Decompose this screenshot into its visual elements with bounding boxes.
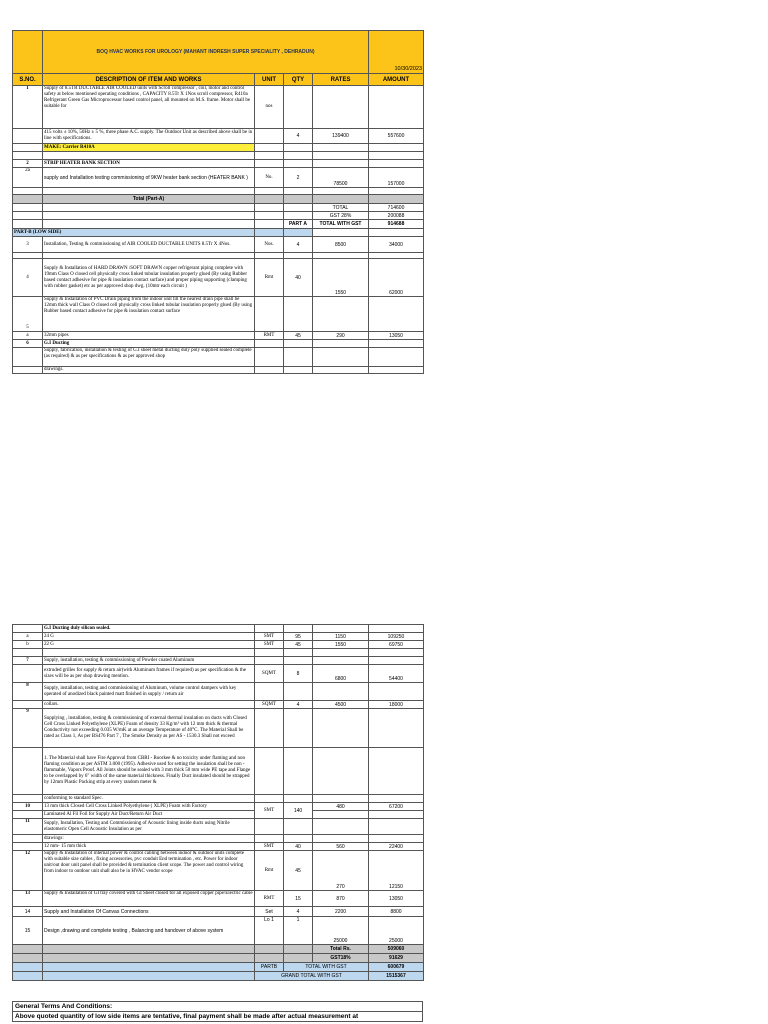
table-row: 14 Supply and Installation Of Canvas Connections Set 4 2200 8800 — [13, 907, 424, 917]
part-b-total-with-gst: 600679 — [369, 963, 424, 972]
total-part-a-label: Total (Part-A) — [43, 195, 255, 204]
table-row: 8 Supply, installation, testing and commissioning of Aluminum, volume control dampers with key operated of anodized black painted matt finished in supply / return air — [13, 683, 424, 701]
header-rates: RATES — [313, 74, 369, 86]
table-row — [13, 195, 424, 204]
table-row: 9 Supplying , installation, testing & commissioning of external thermal insulation on ducts with Closed Cell Cross Linked Polyethylene (XLPE) Foam of density 33 Kg/m³ with 12 mm thick & thermal Conductivity not exceeding 0.035 W/mK at an average Temperature of 40°C. The Material Shall be rated as Class 1, As per BS476 Part 7 , The Smoke Density as per AS - 1530.3 Shall not exceed — [13, 709, 424, 748]
table-row: Supply, fabrication, installation & testing of G.I sheet metal ducting duly poly supplied sealed complete (as required) & as per specifications & as per approved shop — [13, 348, 424, 367]
table-row: 10 13 mm thick Closed Cell Cross Linked Polyethylene ( XLPE) Foam with Factory SMT 140 480 67200 — [13, 803, 424, 811]
page-title: BOQ HVAC WORKS FOR UROLOGY (MAHANT INDRESH SUPER SPECIALITY , DEHRADUN) — [43, 31, 369, 74]
table-row: 7 Supply, installation, testing & commissioning of Powder coated Aluminum — [13, 657, 424, 665]
table-row: a 24 G SMT 95 1150 109250 — [13, 633, 424, 641]
table-row: 1 Supply of 8.5TR DUCTABLE AIR COOLED units with Scroll compressor , coil, motor and control safety at below mentioned operating conditions , CAPACITY 8.5Tr X 1Nos scroll compressor, R410a Refrigerant Green Gas Microprocessor based control panel, all mounted on M.S. frame. Motor shall be suitable for nos — [13, 86, 424, 129]
table-row: 1. The Material shall have Fire Approval from CBRI - Roorkee & no toxicity under flaming and non flaming condition as per ASTM 3.000 (1995). Adhesive used for setting the insulation shall be non - flammable, Vapors Proof. All Joints should be sealed with 3 mm thick 50 mm wide PE tape and Flange to be overlapped by 6" width of the same material thickness. Finally Duct insulated should be strapped by 12mm Plastic Packing strip at every random meter & — [13, 748, 424, 795]
table-row: Total Rs. 509060 — [13, 945, 424, 954]
table-row: b 22 G SMT 45 1550 69750 — [13, 641, 424, 649]
grand-total-value: 1515367 — [369, 972, 424, 981]
table-row: PARTB TOTAL WITH GST 600679 — [13, 963, 424, 972]
terms-heading: General Terms And Conditions: — [13, 1002, 423, 1012]
header-sno: S.NO. — [13, 74, 43, 86]
table-row: G.I Ducting duly silicon sealed. — [13, 625, 424, 633]
table-row: TOTAL 714600 — [13, 204, 424, 212]
table-row: drawings. — [13, 367, 424, 374]
part-a-total-with-gst: 914688 — [369, 220, 424, 229]
table-row: 2a supply and Installation testing commissioning of 9KW heater bank section (HEATER BANK ) No. 2 78500 157000 — [13, 168, 424, 188]
table-row: 5 Supply & Installation of PVC Drain piping from the indoor unit till the nearest drain pipe shall be 12mm thick wall Class O closed cell physically cross linked tubular insulation properly glued (By using Rubber based contact adhesive for pipe & insulation contact surface — [13, 297, 424, 332]
table-row: 13 Supply & Installation of GI tray covered with GI Sheet closed for all exposed copper pipe/Electric cable RMT 15 870 13050 — [13, 891, 424, 907]
table-row: GST 28% 200088 — [13, 212, 424, 220]
table-row: 15 Design ,drawing and complete testing , Balancing and handover of above system Lo 1 1 25000 25000 — [13, 917, 424, 945]
table-row: 12 mm- 15 mm thick SMT 40 560 22400 — [13, 843, 424, 851]
header-unit: UNIT — [255, 74, 284, 86]
table-row: drawings: — [13, 835, 424, 843]
boq-table-part-a — [12, 30, 424, 374]
table-row: extruded grilles for supply & return air(with Aluminum frames if required) as per specification & the sizes will be as per shop drawing mention. SQMT 8 6800 54400 — [13, 665, 424, 683]
table-row: 415 volts ± 10%, 50Hz ± 5 %, three phase A.C. supply. The Outdoor Unit as described above shall be in line with specifications. 4 139400 557600 — [13, 129, 424, 144]
table-row — [13, 144, 424, 152]
document-date: 10/30/2023 — [394, 66, 423, 72]
table-row: 6 G.I Ducting — [13, 340, 424, 348]
table-row: collars. SQMT 4 4500 18000 — [13, 701, 424, 709]
table-row — [13, 972, 424, 981]
header-qty: QTY — [284, 74, 313, 86]
table-row: PART A TOTAL WITH GST 914688 — [13, 220, 424, 229]
table-row: GST18% 91629 — [13, 954, 424, 963]
table-row: 4 Supply & Installation of HARD DRAWN /SOFT DRAWN copper refrigerant piping complete with 19mm Class O closed cell physically cross linked tubular insulation properly glued (By using Rubber based contact adhesive for pipe & insulation contact surface) and proper piping supporting (clamping with rubber gasket) etc as per approved shop dwg. (10mtr each circuit ) Rmt 40 1550 62000 — [13, 259, 424, 297]
header-description: DESCRIPTION OF ITEM AND WORKS — [43, 74, 255, 86]
table-row: 3 Installation, Testing & commissioning of AIR COOLED DUCTABLE UNITS 8.5Tr X 4Nos. Nos. 4 8500 34000 — [13, 237, 424, 253]
column-headers — [13, 74, 424, 86]
grand-total-label: GRAND TOTAL WITH GST — [255, 972, 369, 981]
header-amount: AMOUNT — [369, 74, 424, 86]
table-row: a 32mm pipes RMT 45 290 13050 — [13, 332, 424, 340]
boq-table-part-b — [12, 624, 424, 981]
table-row: conforming to standard Spec. — [13, 795, 424, 803]
terms-section — [12, 1001, 423, 1022]
table-row: Laminated Al Fil Foil for Supply Air Duct/Return Air Duct — [13, 811, 424, 819]
make-label: MAKE: Carrier R410A — [43, 144, 255, 152]
table-row: 2 STRIP HEATER BANK SECTION — [13, 160, 424, 168]
table-row — [13, 229, 424, 237]
terms-line: Above quoted quantity of low side items are tentative, final payment shall be made after actual measurement at — [13, 1012, 423, 1022]
table-row: 11 Supply, Installation, Testing and Commissioning of Acoustic lining inside ducts using Nitrile elastomeric Open Cell Acoustic Insulation as per — [13, 819, 424, 835]
table-row: 12 Supply & Installation of internal power & control cabling between indoor & outdoor units complete with suitable size cables , fixing accessories, pvc conduit End termination , etc. Power for indoor unit/out door unit panel shall be provided & termination client scope. The power and control wiring from indoor to outdoor unit shall also be in HVAC vendor scope Rmt 45 270 12150 — [13, 851, 424, 891]
part-b-heading: PART-B (LOW SIDE) — [13, 229, 255, 237]
